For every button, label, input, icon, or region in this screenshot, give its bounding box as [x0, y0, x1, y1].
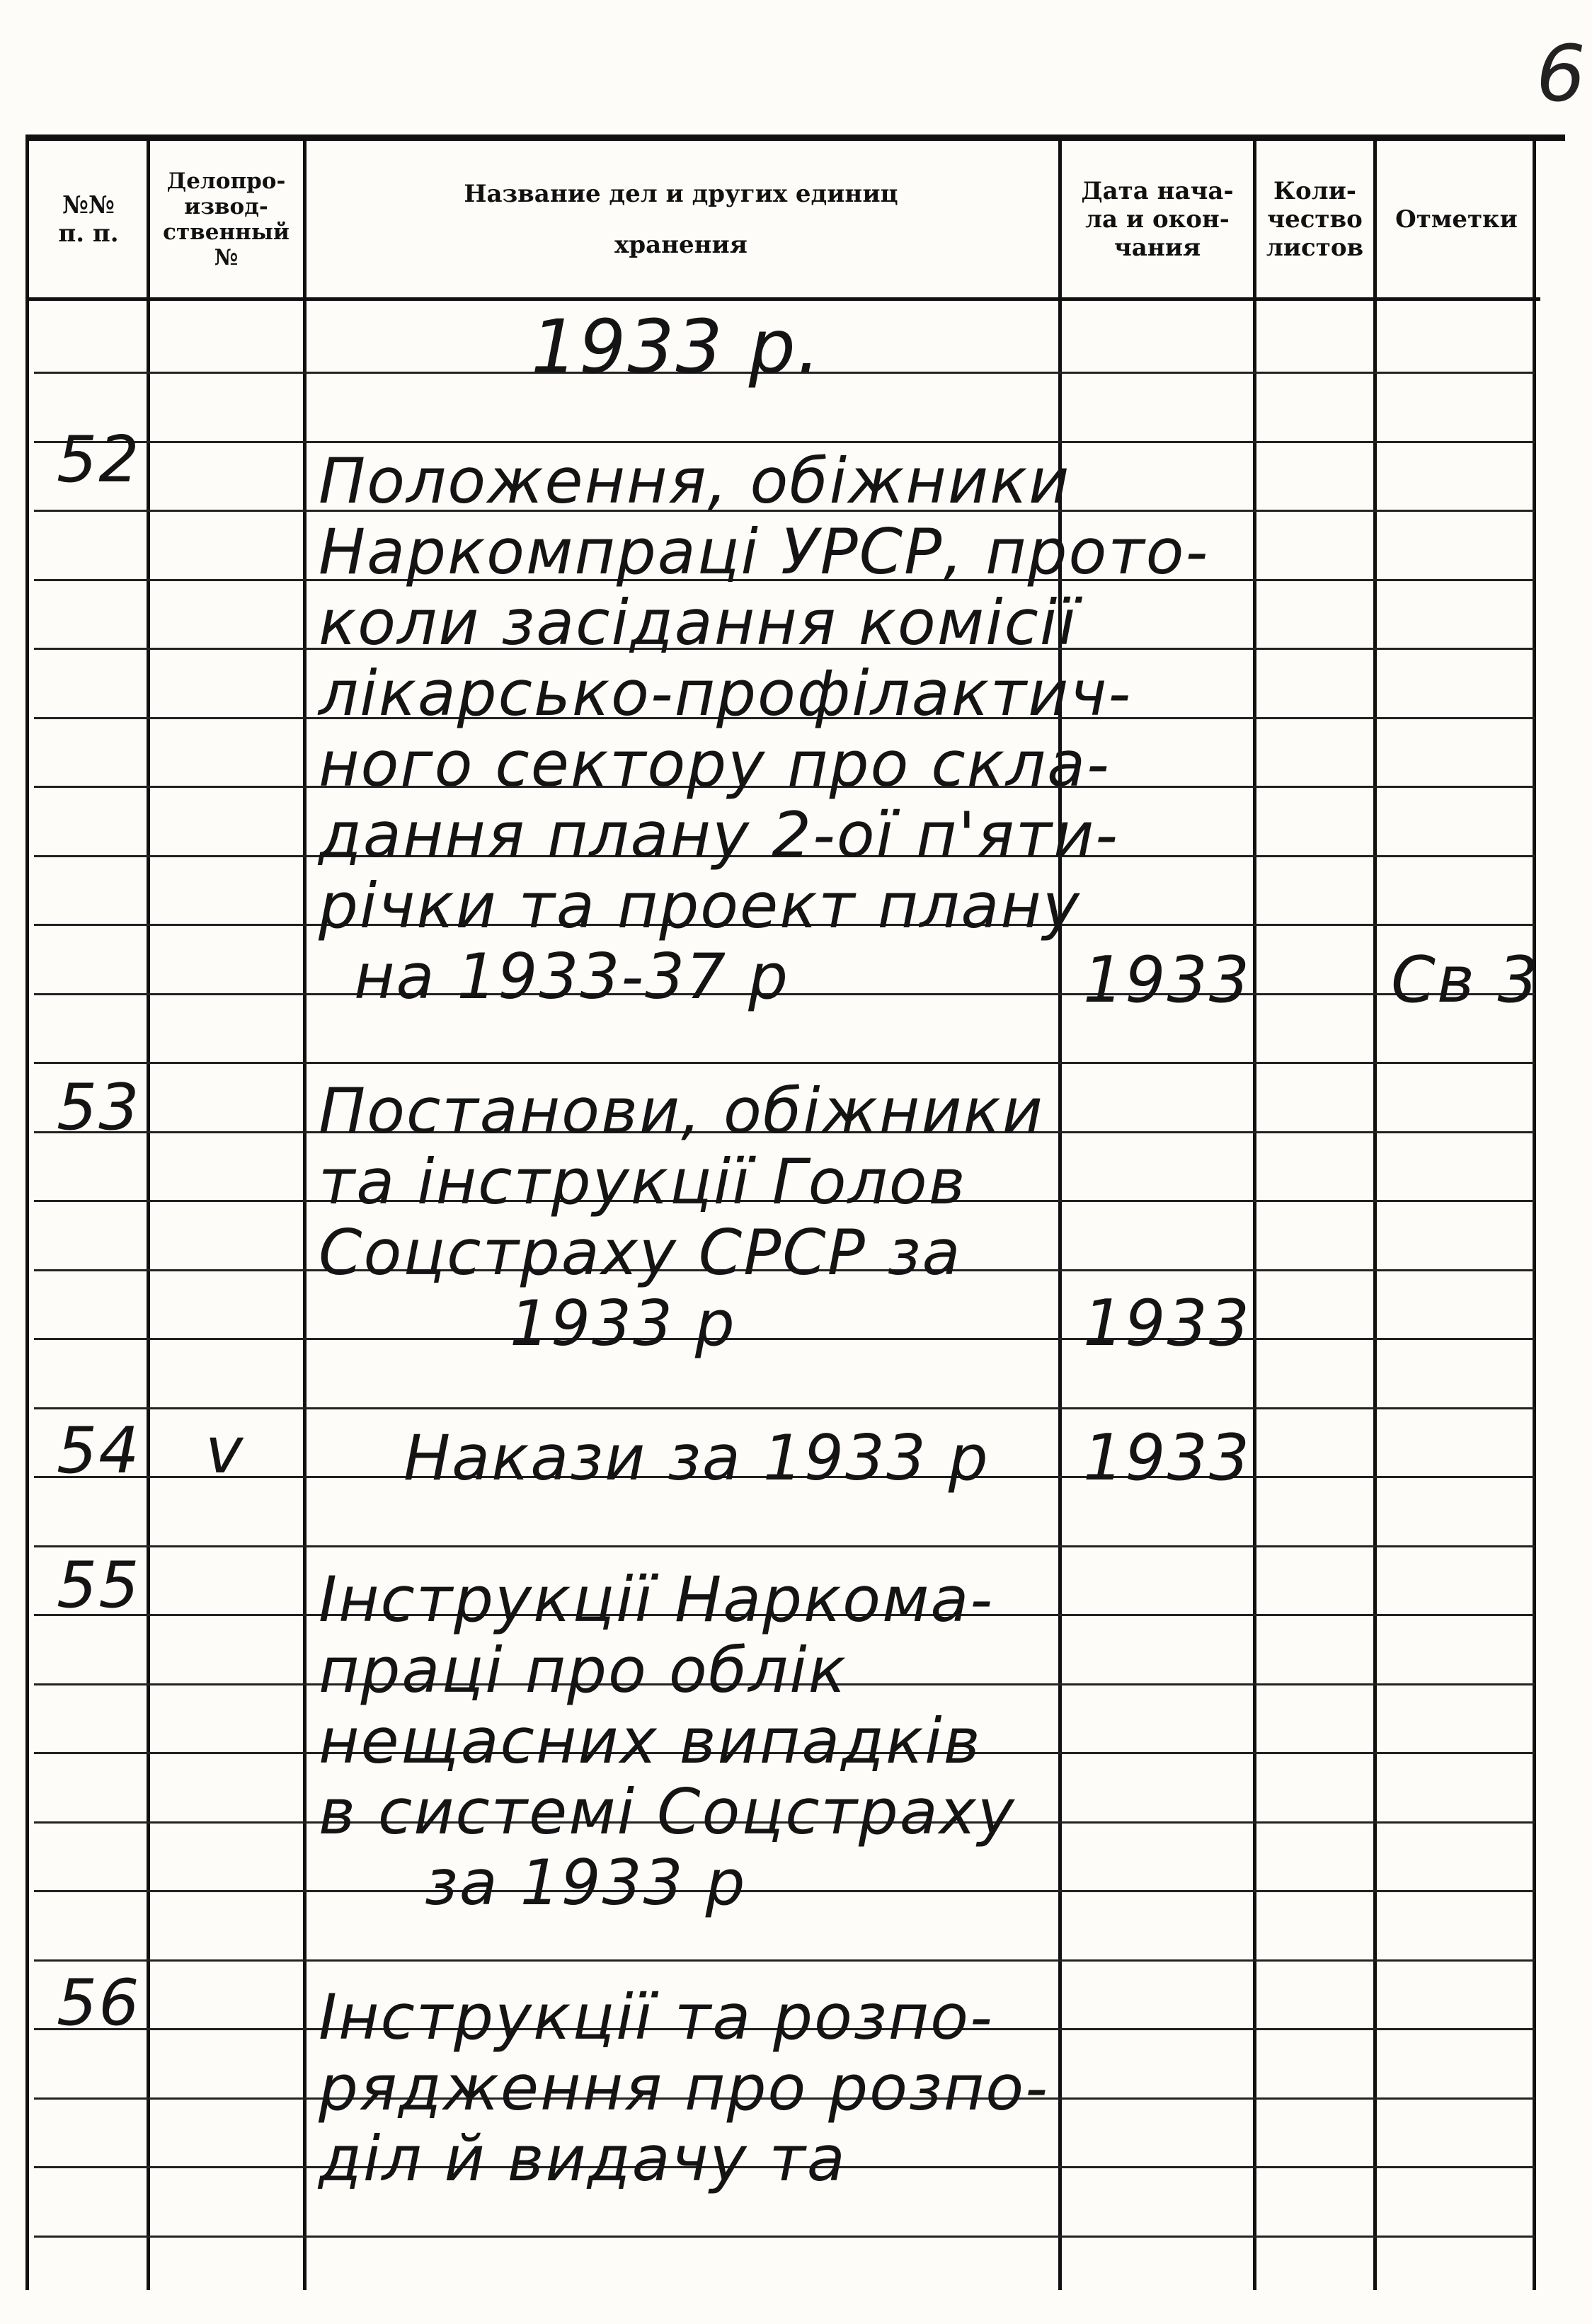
ruled-line	[34, 1338, 1535, 1340]
entry-title-line: Положення, обіжники	[319, 445, 1071, 517]
entry-title-line: ного сектору про скла-	[319, 728, 1111, 801]
entry-title-line: нещасних випадків	[319, 1705, 982, 1778]
header-col-sheet-count: Коли- чество листов	[1266, 177, 1364, 262]
ruled-line	[34, 441, 1535, 443]
header-col-dates: Дата нача- ла и окон- чания	[1081, 177, 1234, 262]
year-heading: 1933 р.	[531, 304, 822, 390]
entry-number: 54	[57, 1414, 141, 1488]
column-line	[1373, 138, 1377, 2290]
entry-date: 1933	[1083, 1286, 1252, 1361]
entry-title-line: рядження про розпо-	[319, 2051, 1049, 2124]
column-line	[1253, 138, 1256, 2290]
ruled-line	[34, 1959, 1535, 1962]
ruled-line	[34, 1062, 1535, 1064]
entry-title-line: Наркомпраці УРСР, прото-	[319, 515, 1210, 588]
entry-number: 52	[57, 423, 141, 497]
entry-date: 1933	[1083, 943, 1252, 1017]
column-line	[303, 138, 307, 2290]
header-col-title: Название дел и других единиц хранения	[464, 180, 898, 259]
column-line	[25, 138, 29, 2290]
entry-title-line: річки та проект плану	[319, 869, 1081, 942]
entry-title-line: Інструкції Наркома-	[319, 1563, 995, 1636]
entry-title-line: дання плану 2-ої п'яти-	[319, 798, 1119, 871]
entry-title-line: за 1933 р	[425, 1846, 747, 1919]
entry-title-line: Соцстраху СРСР за	[319, 1216, 962, 1289]
entry-title-line: та інструкції Голов	[319, 1145, 967, 1218]
entry-title-line: праці про облік	[319, 1634, 847, 1707]
column-line	[147, 138, 150, 2290]
entry-title-line: на 1933-37 р	[354, 940, 789, 1013]
entry-number: 56	[57, 1966, 141, 2040]
entry-title-line: коли засідання комісії	[319, 586, 1077, 659]
ruled-line	[34, 1890, 1535, 1892]
page-number: 6	[1536, 28, 1586, 119]
entry-title-line: лікарсько-профілактич-	[319, 657, 1133, 730]
header-col-office-number: Делопро- извод- ственный №	[163, 168, 290, 270]
table-top-border	[25, 134, 1565, 141]
header-col-number: №№ п. п.	[58, 191, 119, 248]
entry-title-line: Інструкції та розпо-	[319, 1981, 994, 2054]
header-separator	[25, 297, 1540, 301]
entry-check-mark: v	[205, 1414, 245, 1488]
column-line	[1533, 138, 1536, 2290]
ruled-line	[34, 1407, 1535, 1409]
entry-number: 55	[57, 1548, 141, 1622]
entry-title-line: 1933 р	[510, 1287, 736, 1360]
entry-title-line: Постанови, обіжники	[319, 1075, 1044, 1147]
entry-number: 53	[57, 1070, 141, 1145]
entry-title-line: діл й видачу та	[319, 2122, 847, 2195]
entry-title-line: Накази за 1933 р	[403, 1421, 990, 1494]
ruled-line	[34, 2236, 1535, 2238]
entry-title-line: в системі Соцстраху	[319, 1775, 1016, 1848]
entry-date: 1933	[1083, 1421, 1252, 1495]
entry-mark: Св 3	[1391, 943, 1540, 1017]
ruled-line	[34, 1545, 1535, 1547]
header-col-notes: Отметки	[1395, 205, 1518, 234]
